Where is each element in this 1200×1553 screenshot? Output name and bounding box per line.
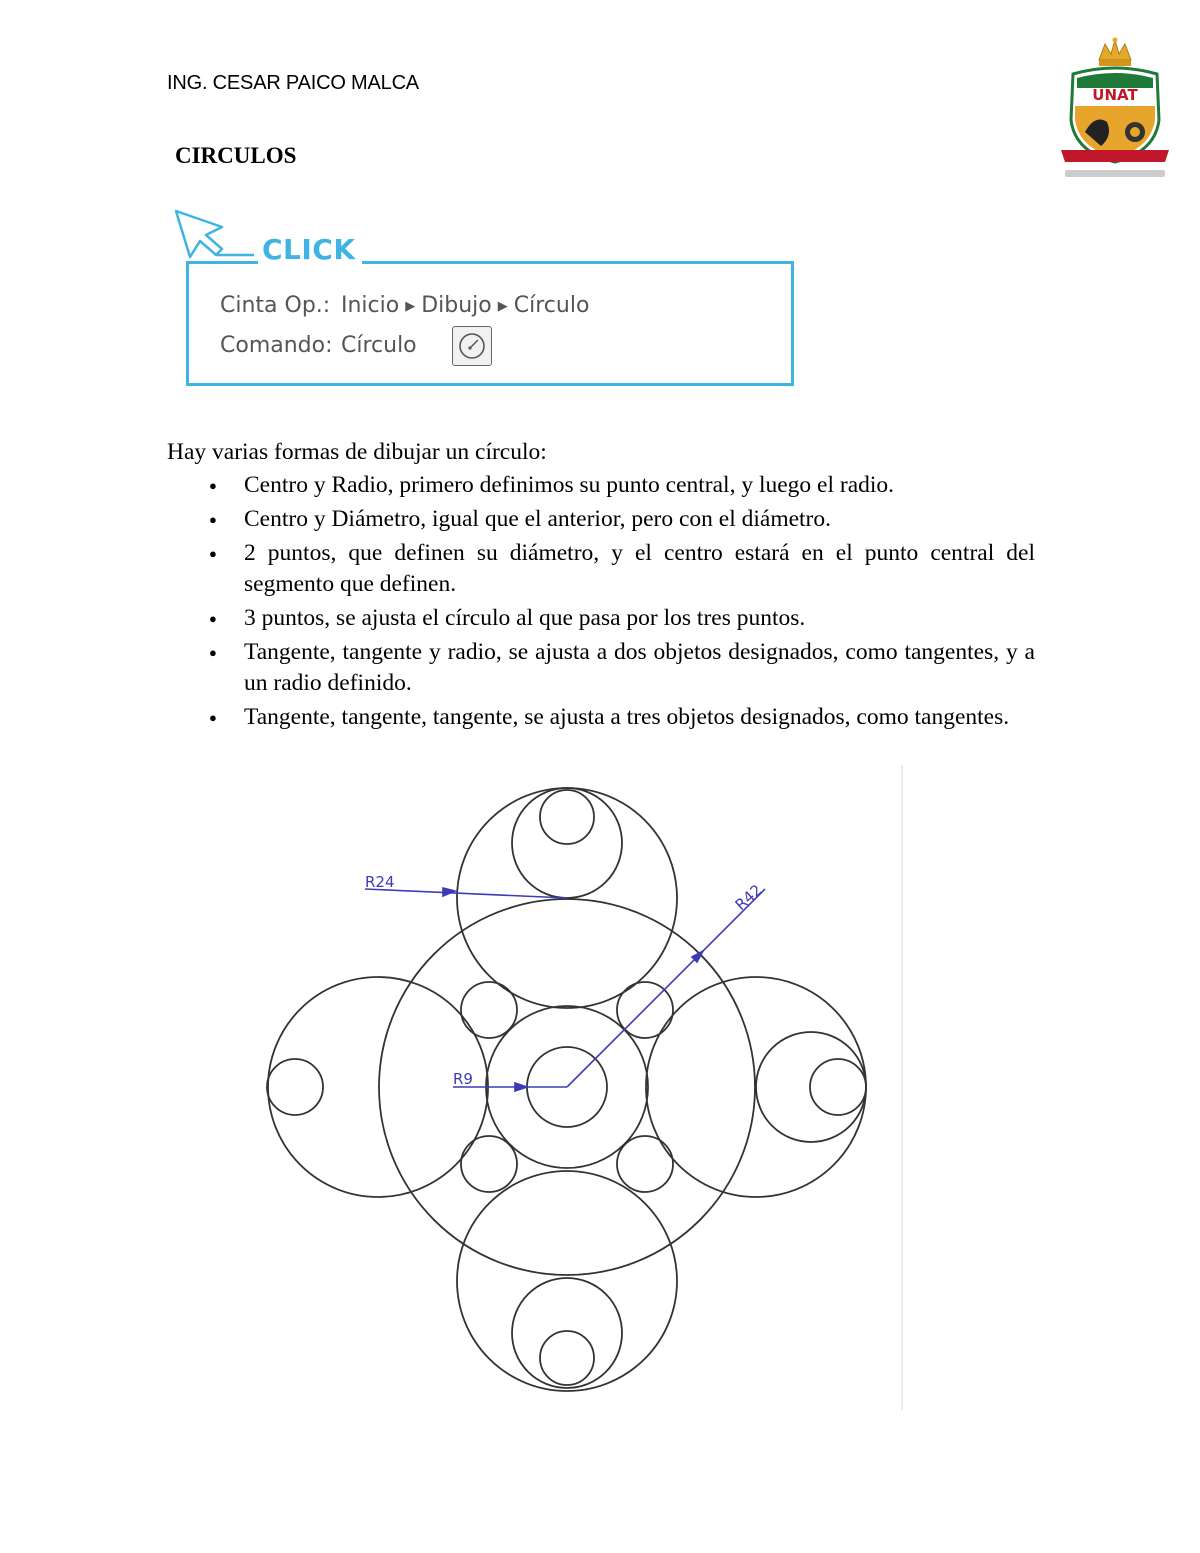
crown-icon (1099, 38, 1131, 67)
circles-drawing (245, 765, 905, 1410)
dimension-r9: R9 (453, 1070, 473, 1088)
top-small-circle (540, 790, 594, 844)
click-reference-box (170, 205, 810, 400)
list-item: ● Centro y Radio, primero definimos su punto central, y luego el radio. (167, 470, 1035, 501)
ribbon-path-dibujo: Dibujo (421, 293, 492, 318)
ribbon-path-row (220, 293, 589, 318)
command-key: Comando: (220, 333, 333, 358)
right-mid-circle (756, 1032, 866, 1142)
path-separator-icon: ▶ (497, 299, 508, 314)
methods-list (167, 470, 1035, 733)
r42-leader (567, 889, 765, 1087)
click-label: CLICK (258, 233, 362, 266)
bottom-large-circle (457, 1171, 677, 1391)
command-value: Círculo (341, 333, 417, 358)
header-author: ING. CESAR PAICO MALCA (167, 72, 419, 94)
university-logo (1055, 36, 1175, 184)
right-small-circle (810, 1059, 866, 1115)
circle-tool-icon (452, 326, 492, 366)
bottom-small-circle (540, 1331, 594, 1385)
small-circle-top-left (461, 982, 517, 1038)
click-frame (186, 261, 794, 386)
r24-leader (365, 889, 567, 898)
path-separator-icon: ▶ (405, 299, 416, 314)
svg-text:UNAT: UNAT (1092, 86, 1138, 104)
top-mid-circle (512, 788, 622, 898)
small-circle-bottom-left (461, 1136, 517, 1192)
command-row (220, 333, 417, 358)
dimension-r24: R24 (365, 873, 395, 891)
ribbon-path-inicio: Inicio (341, 293, 400, 318)
list-item: ● Tangente, tangente, tangente, se ajusta a tres objetos designados, como tangentes. (167, 702, 1035, 733)
dimension-r42: R42 (731, 880, 766, 914)
list-item: ● 2 puntos, que definen su diámetro, y el centro estará en el punto central del segmento que definen. (167, 538, 1035, 600)
intro-paragraph: Hay varias formas de dibujar un círculo: (167, 439, 547, 465)
list-item: ● Tangente, tangente y radio, se ajusta a dos objetos designados, como tangentes, y a un radio definido. (167, 637, 1035, 699)
section-title: CIRCULOS (175, 143, 297, 168)
body-text (167, 437, 1035, 736)
small-circle-bottom-right (617, 1136, 673, 1192)
left-small-circle (267, 1059, 323, 1115)
list-item: ● Centro y Diámetro, igual que el anterior, pero con el diámetro. (167, 504, 1035, 535)
ribbon-key: Cinta Op.: (220, 293, 331, 318)
ribbon-path-circulo: Círculo (513, 293, 590, 318)
list-item: ● 3 puntos, se ajusta el círculo al que pasa por los tres puntos. (167, 603, 1035, 634)
bottom-mid-circle (512, 1278, 622, 1388)
